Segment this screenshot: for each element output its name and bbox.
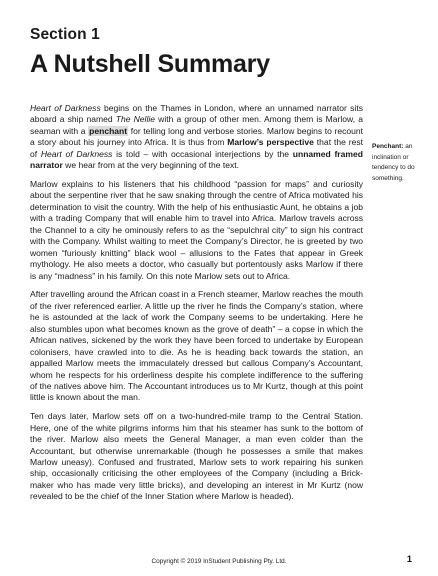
section-label: Section 1 xyxy=(30,26,100,43)
text-run: for telling long and verbose stories. Marlow begins to recount a story about his journey into Africa. It is thus from xyxy=(30,125,364,148)
body-text xyxy=(30,103,363,510)
paragraph-3: After travelling around the African coast in a French steamer, Marlow reaches the mouth of the river referenced earlier. A little up the river he finds the Company’s station, where he is astounded at the lack of work the Company seems to be undertaking. Here he also stumbles upon what becomes known as the grove of death” – a copse in which the African natives, sickened by the work they have been forced to undertake by European colonisers, have crawled into to die. As he is heading back towards the station, an appalled Marlow meets the immaculately dressed but callous Company’s Accountant, whom he respects for his orderliness despite his complete indifference to the suffering of the natives above him. The Accountant introduces us to Mr Kurtz, though at this point little is known about the man. xyxy=(30,289,363,403)
page-title: A Nutshell Summary xyxy=(30,50,270,78)
margin-glossary-note xyxy=(372,142,434,184)
paragraph-2: Marlow explains to his listeners that his childhood “passion for maps” and curiosity about the serpentine river that he saw snaking through the centre of Africa motivated his determination to visit the country. With the help of his enthusiastic Aunt, he obtains a job with a trading Company that will enable him to travel into Africa. Marlow travels across the Channel to a city he ominously refers to as the “sepulchral city” to sign his contract with the Company. Whilst waiting to meet the Company’s Director, he is greeted by two women “furiously knitting” black wool – allusions to the Fates that appear in Greek mythology. He also meets a doctor, who casually but portentously asks Marlow if there is any “madness” in his family. On this note Marlow sets out to Africa. xyxy=(30,179,363,281)
text-run: is told – with occasional interjections by the xyxy=(112,148,293,159)
paragraph-1 xyxy=(30,103,363,172)
paragraph-4: Ten days later, Marlow sets off on a two-hundred-mile tramp to the Central Station. Here, one of the white pilgrims informs him that his steamer has sunk to the bottom of the river. Marlow also meets the General Manager, a man even colder than the Accountant, but otherwise unremarkable (though he possesses a smile that makes Marlow uneasy). Confused and frustrated, Marlow sets to work repairing his sunken ship, occasionally criticising the other employees of the Company (including a Brick-maker who has made very little bricks), and developing an interest in Mr Kurtz (now revealed to be the chief of the Inner Station where Marlow is headed). xyxy=(30,411,363,502)
highlighted-term-penchant: penchant xyxy=(89,125,128,136)
text-run: we hear from at the very beginning of the text. xyxy=(62,160,240,171)
bold-term-narrator: unnamed framed narrator xyxy=(30,148,363,171)
book-title: Heart of Darkness xyxy=(30,103,101,113)
text-run: with a group of other men. Among them is Marlow, a seaman with a xyxy=(30,114,363,136)
book-title: Heart of Darkness xyxy=(40,148,113,159)
text-run: begins on the Thames in London, where an unnamed narrator sits aboard a ship named xyxy=(30,103,363,125)
bold-term-perspective: Marlow’s perspective xyxy=(227,137,314,148)
page-number: 1 xyxy=(406,554,412,565)
text-run: that the rest of xyxy=(30,137,363,159)
glossary-term: Penchant: xyxy=(372,143,404,150)
footer-copyright: Copyright © 2019 InStudent Publishing Pty. Ltd. xyxy=(151,558,287,565)
ship-name: The Nellie xyxy=(115,114,156,125)
glossary-definition: an inclination or tendency to do something. xyxy=(372,143,415,182)
